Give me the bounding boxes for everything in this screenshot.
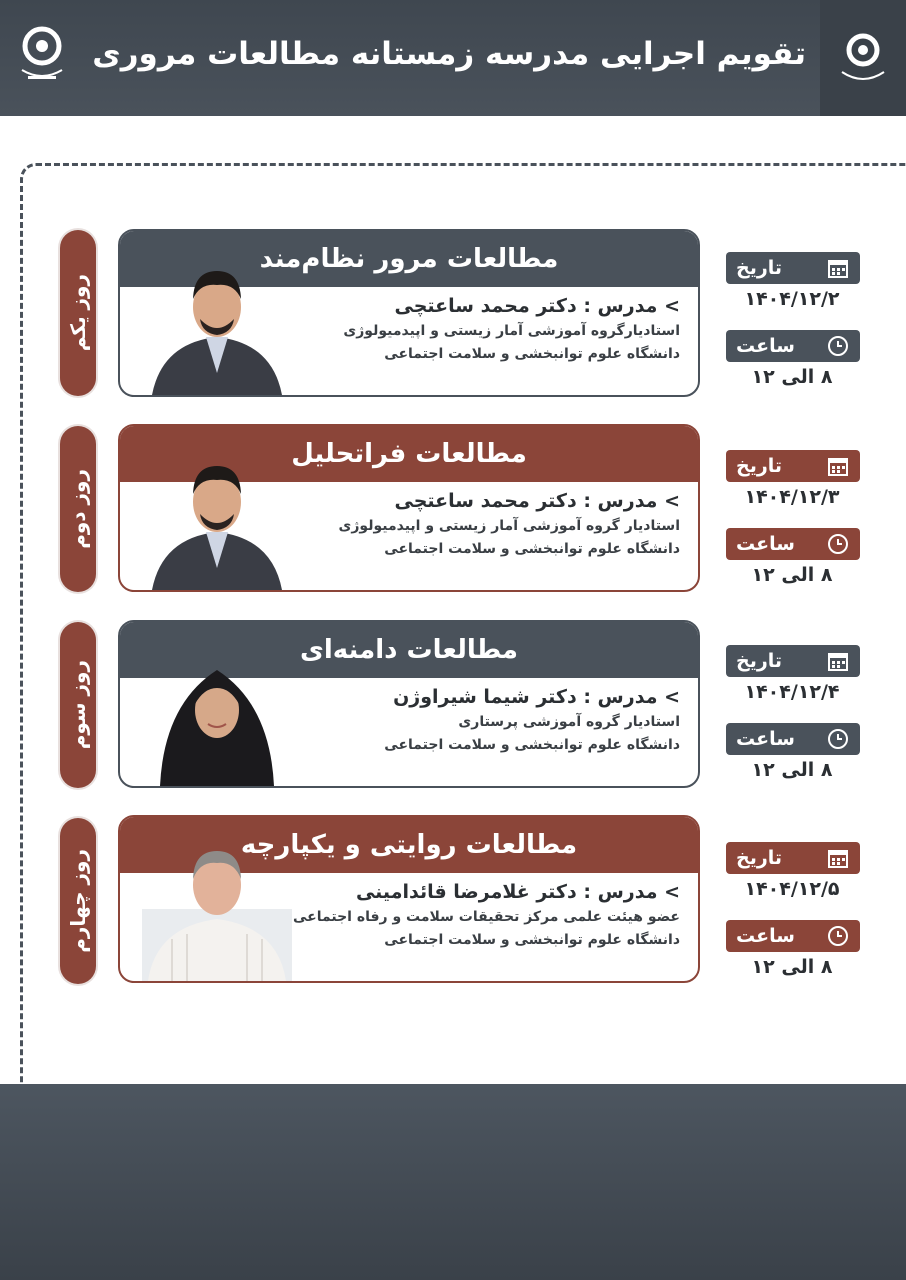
course-title: مطالعات فراتحلیل: [120, 426, 698, 482]
calendar-icon: [826, 649, 850, 673]
teacher-name: > مدرس : دکتر غلامرضا قائدامینی: [355, 881, 680, 903]
clock-icon: [826, 532, 850, 556]
date-value: ۱۴۰۴/۱۲/۴: [744, 681, 840, 703]
time-value: ۸ الی ۱۲: [751, 956, 833, 978]
date-label: تاریخ: [736, 650, 783, 672]
time-pill: [726, 330, 860, 362]
teacher-university: دانشگاه علوم توانبخشی و سلامت اجتماعی: [384, 932, 680, 948]
page-title: تقویم اجرایی مدرسه زمستانه مطالعات مروری: [92, 36, 806, 72]
clock-icon: [826, 924, 850, 948]
course-title: مطالعات مرور نظام‌مند: [120, 231, 698, 287]
date-label: تاریخ: [736, 847, 783, 869]
time-label: ساعت: [736, 533, 795, 555]
time-value: ۸ الی ۱۲: [751, 366, 833, 388]
session-card-2: [118, 424, 700, 592]
calendar-icon: [826, 454, 850, 478]
schedule-3: [722, 645, 862, 815]
schedule-2: [722, 450, 862, 620]
session-card-4: [118, 815, 700, 983]
date-value: ۱۴۰۴/۱۲/۵: [744, 878, 840, 900]
calendar-icon: [826, 846, 850, 870]
school-logo: [14, 24, 70, 86]
teacher-photo: [142, 448, 292, 590]
date-label: تاریخ: [736, 455, 783, 477]
university-logo: [820, 0, 906, 116]
teacher-position: استادیار گروه آموزشی آمار زیستی و اپیدمیولوژی: [338, 518, 680, 534]
day-label: روز سوم: [66, 660, 90, 750]
date-value: ۱۴۰۴/۱۲/۲: [744, 288, 840, 310]
teacher-position: استادیارگروه آموزشی آمار زیستی و اپیدمیولوژی: [343, 323, 680, 339]
day-tab-2: [60, 426, 96, 592]
date-label: تاریخ: [736, 257, 783, 279]
time-pill: [726, 920, 860, 952]
day-tab-3: [60, 622, 96, 788]
day-label: روز دوم: [66, 469, 90, 549]
schedule-1: [722, 252, 862, 422]
teacher-university: دانشگاه علوم توانبخشی و سلامت اجتماعی: [384, 737, 680, 753]
teacher-university: دانشگاه علوم توانبخشی و سلامت اجتماعی: [384, 541, 680, 557]
teacher-position: عضو هیئت علمی مرکز تحقیقات سلامت و رفاه اجتماعی: [293, 909, 680, 925]
day-tab-4: [60, 818, 96, 984]
calendar-icon: [826, 256, 850, 280]
date-pill: [726, 842, 860, 874]
time-value: ۸ الی ۱۲: [751, 564, 833, 586]
teacher-position: استادیار گروه آموزشی پرستاری: [458, 714, 680, 730]
course-title: مطالعات دامنه‌ای: [120, 622, 698, 678]
date-pill: [726, 450, 860, 482]
teacher-university: دانشگاه علوم توانبخشی و سلامت اجتماعی: [384, 346, 680, 362]
header-banner: [0, 0, 906, 116]
date-value: ۱۴۰۴/۱۲/۳: [744, 486, 840, 508]
teacher-name: > مدرس : دکتر محمد ساعتچی: [394, 295, 680, 317]
time-label: ساعت: [736, 925, 795, 947]
time-pill: [726, 723, 860, 755]
session-card-1: [118, 229, 700, 397]
day-label: روز یکم: [66, 274, 90, 352]
time-label: ساعت: [736, 335, 795, 357]
time-value: ۸ الی ۱۲: [751, 759, 833, 781]
clock-icon: [826, 334, 850, 358]
session-card-3: [118, 620, 700, 788]
day-label: روز چهارم: [66, 849, 90, 953]
course-title: مطالعات روایتی و یکپارچه: [120, 817, 698, 873]
teacher-photo: [142, 253, 292, 395]
schedule-4: [722, 842, 862, 1012]
teacher-name: > مدرس : دکتر محمد ساعتچی: [394, 490, 680, 512]
teacher-photo: [142, 839, 292, 981]
clock-icon: [826, 727, 850, 751]
date-pill: [726, 645, 860, 677]
time-label: ساعت: [736, 728, 795, 750]
footer-band: [0, 1084, 906, 1280]
time-pill: [726, 528, 860, 560]
teacher-name: > مدرس : دکتر شیما شیراوژن: [393, 686, 680, 708]
day-tab-1: [60, 230, 96, 396]
teacher-photo: [142, 644, 292, 786]
date-pill: [726, 252, 860, 284]
